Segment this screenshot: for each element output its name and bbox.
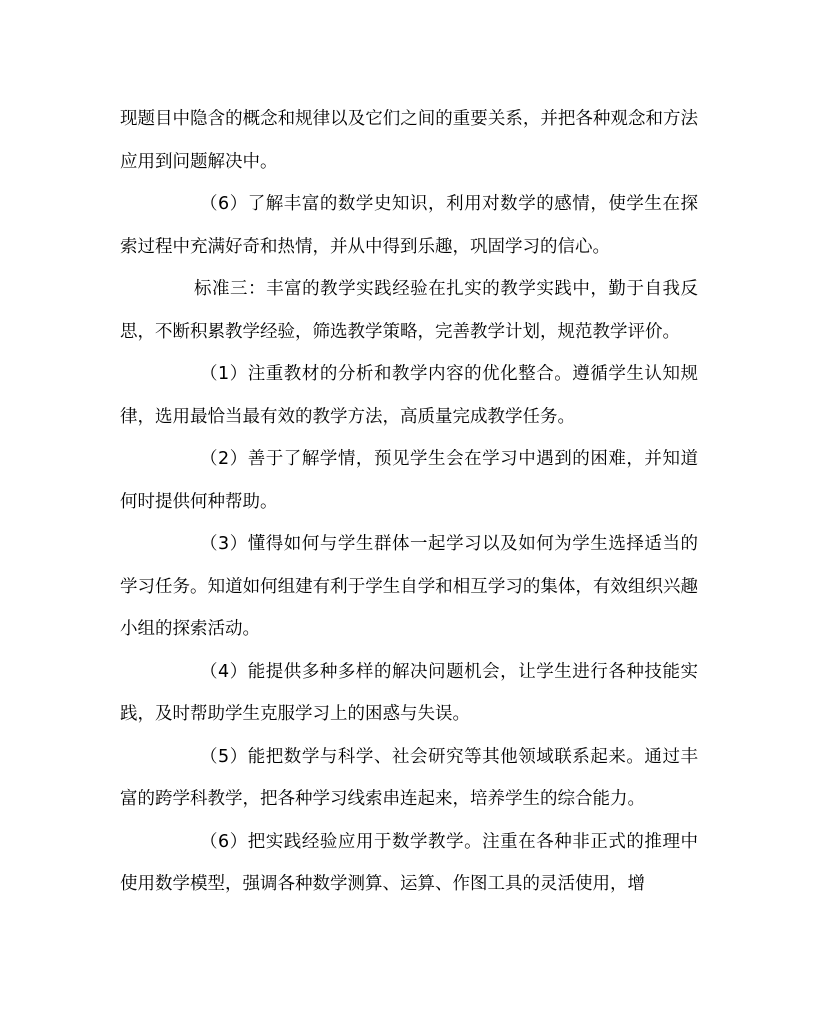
paragraph-item-2: （2）善于了解学情，预见学生会在学习中遇到的困难，并知道何时提供何种帮助。 xyxy=(120,449,698,512)
paragraph-item-1: （1）注重教材的分析和教学内容的优化整合。遵循学生认知规律，选用最恰当最有效的教学方法，高质量完成教学任务。 xyxy=(120,364,698,427)
paragraph-standard-three: 标准三：丰富的教学实践经验在扎实的教学实践中，勤于自我反思，不断积累教学经验，筛选教学策略，完善教学计划，规范教学评价。 xyxy=(120,279,698,342)
document-body xyxy=(120,98,698,906)
paragraph-continued: 现题目中隐含的概念和规律以及它们之间的重要关系，并把各种观念和方法应用到问题解决中。 xyxy=(120,109,698,172)
paragraph-item-6-practice: （6）把实践经验应用于数学教学。注重在各种非正式的推理中使用数学模型，强调各种数学测算、运算、作图工具的灵活使用，增 xyxy=(120,831,698,894)
paragraph-item-6: （6）了解丰富的数学史知识，利用对数学的感情，使学生在探索过程中充满好奇和热情，并从中得到乐趣，巩固学习的信心。 xyxy=(120,194,698,257)
paragraph-item-4: （4）能提供多种多样的解决问题机会，让学生进行各种技能实践，及时帮助学生克服学习上的困惑与失误。 xyxy=(120,661,698,724)
paragraph-item-5: （5）能把数学与科学、社会研究等其他领域联系起来。通过丰富的跨学科教学，把各种学习线索串连起来，培养学生的综合能力。 xyxy=(120,746,698,809)
paragraph-item-3: （3）懂得如何与学生群体一起学习以及如何为学生选择适当的学习任务。知道如何组建有利于学生自学和相互学习的集体，有效组织兴趣小组的探索活动。 xyxy=(120,534,698,639)
